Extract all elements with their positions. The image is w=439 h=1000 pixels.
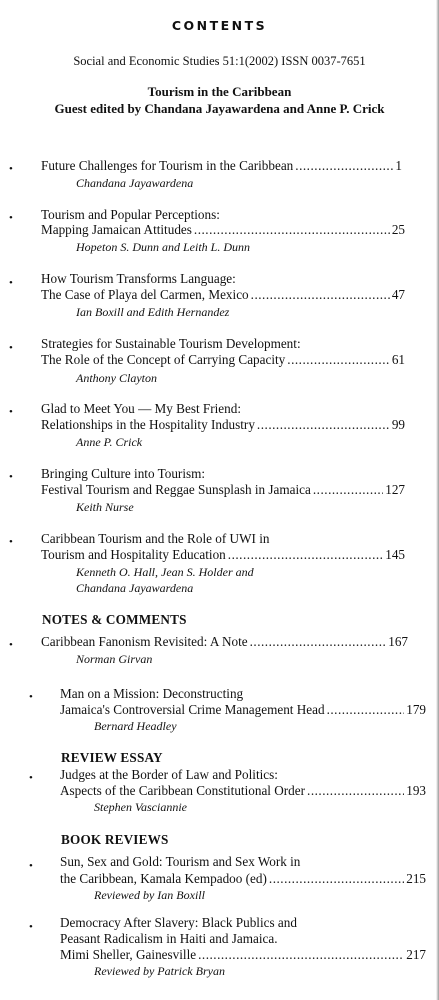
bullet-icon: • (9, 212, 13, 224)
leader-dots (313, 482, 383, 498)
leader-dots (287, 352, 390, 368)
entry-author: Ian Boxill and Edith Hernandez (76, 305, 230, 319)
page-number: 99 (391, 417, 405, 432)
entry-author: Chandana Jayawardena (76, 581, 194, 595)
page-number: 217 (406, 947, 426, 962)
leader-dots (327, 702, 405, 718)
page-number: 179 (406, 702, 426, 717)
entry-title-line: Man on a Mission: Deconstructing (60, 686, 244, 701)
entry-title-line: Strategies for Sustainable Tourism Development: (41, 336, 301, 351)
entry-title-line: Peasant Radicalism in Haiti and Jamaica. (60, 931, 278, 946)
toc-entry-note-2[interactable] (60, 702, 426, 718)
toc-entry-article-6[interactable] (41, 482, 405, 498)
toc-entry-article-7[interactable] (41, 547, 405, 563)
page-number: 193 (406, 783, 426, 798)
toc-entry-book-review-1[interactable] (60, 871, 426, 887)
entry-title: Mapping Jamaican Attitudes (41, 222, 192, 237)
entry-title: Mimi Sheller, Gainesville (60, 947, 197, 962)
section-heading-notes: NOTES & COMMENTS (42, 612, 187, 627)
entry-author: Kenneth O. Hall, Jean S. Holder and (76, 565, 254, 579)
page-number: 1 (395, 158, 402, 173)
bullet-icon: • (9, 342, 13, 354)
page-number: 61 (391, 352, 405, 367)
page-number: 167 (388, 634, 408, 649)
issue-title: Tourism in the Caribbean (147, 84, 292, 99)
entry-title-line: Sun, Sex and Gold: Tourism and Sex Work in (60, 854, 301, 869)
leader-dots (295, 158, 393, 174)
entry-reviewer: Reviewed by Ian Boxill (94, 888, 205, 902)
leader-dots (307, 783, 404, 799)
entry-title-line: Judges at the Border of Law and Politics: (60, 767, 278, 782)
entry-title: Festival Tourism and Reggae Sunsplash in Jamaica (41, 482, 311, 497)
entry-author: Keith Nurse (76, 500, 134, 514)
entry-title: Relationships in the Hospitality Industry (41, 417, 255, 432)
entry-reviewer: Reviewed by Patrick Bryan (94, 964, 225, 978)
entry-title-line: How Tourism Transforms Language: (41, 271, 236, 286)
page-number: 127 (385, 482, 405, 497)
entry-author: Anthony Clayton (76, 371, 157, 385)
bullet-icon: • (9, 277, 13, 289)
leader-dots (257, 417, 390, 433)
bullet-icon: • (29, 691, 33, 703)
toc-entry-book-review-2[interactable] (60, 947, 426, 963)
entry-title: Tourism and Hospitality Education (41, 547, 226, 562)
entry-title: The Case of Playa del Carmen, Mexico (41, 287, 249, 302)
toc-entry-article-5[interactable] (41, 417, 405, 433)
entry-title: Caribbean Fanonism Revisited: A Note (41, 634, 248, 649)
entry-title: Aspects of the Caribbean Constitutional Order (60, 783, 306, 798)
journal-citation: Social and Economic Studies 51:1(2002) ISSN 0037-7651 (73, 54, 366, 68)
entry-author: Stephen Vasciannie (94, 800, 187, 814)
toc-entry-article-3[interactable] (41, 287, 405, 303)
entry-author: Bernard Headley (94, 719, 177, 733)
section-heading-book-reviews: BOOK REVIEWS (61, 832, 169, 847)
entry-title-line: Bringing Culture into Tourism: (41, 466, 206, 481)
entry-author: Chandana Jayawardena (76, 176, 194, 190)
leader-dots (250, 634, 387, 650)
entry-title-line: Tourism and Popular Perceptions: (41, 207, 220, 222)
entry-author: Hopeton S. Dunn and Leith L. Dunn (76, 240, 250, 254)
leader-dots (251, 287, 390, 303)
page-number: 47 (391, 287, 405, 302)
entry-title: Jamaica's Controversial Crime Management Head (60, 702, 325, 717)
guest-editors: Guest edited by Chandana Jayawardena and Anne P. Crick (54, 101, 385, 116)
section-heading-review-essay: REVIEW ESSAY (61, 750, 163, 765)
bullet-icon: • (29, 860, 33, 872)
toc-entry-article-2[interactable] (41, 222, 405, 238)
page-number: 215 (406, 871, 426, 886)
leader-dots (228, 547, 383, 563)
leader-dots (194, 222, 390, 238)
bullet-icon: • (9, 471, 13, 483)
toc-entry-article-4[interactable] (41, 352, 405, 368)
page-number: 145 (385, 547, 405, 562)
bullet-icon: • (29, 921, 33, 933)
bullet-icon: • (9, 639, 13, 651)
leader-dots (269, 871, 404, 887)
entry-title-line: Caribbean Tourism and the Role of UWI in (41, 531, 270, 546)
bullet-icon: • (29, 772, 33, 784)
entry-author: Norman Girvan (76, 652, 153, 666)
contents-title: CONTENTS (171, 18, 268, 33)
toc-entry-note-1[interactable] (41, 634, 408, 650)
bullet-icon: • (9, 536, 13, 548)
bullet-icon: • (9, 406, 13, 418)
entry-title: The Role of the Concept of Carrying Capacity (41, 352, 286, 367)
leader-dots (198, 947, 404, 963)
entry-title: the Caribbean, Kamala Kempadoo (ed) (60, 871, 267, 886)
entry-title: Future Challenges for Tourism in the Caribbean (41, 158, 294, 173)
toc-entry-review-essay-1[interactable] (60, 783, 426, 799)
entry-author: Anne P. Crick (76, 435, 143, 449)
entry-title-line: Democracy After Slavery: Black Publics and (60, 915, 297, 930)
entry-title-line: Glad to Meet You — My Best Friend: (41, 401, 242, 416)
toc-entry-article-1[interactable] (41, 158, 402, 174)
page-number: 25 (391, 222, 405, 237)
bullet-icon: • (9, 163, 13, 175)
